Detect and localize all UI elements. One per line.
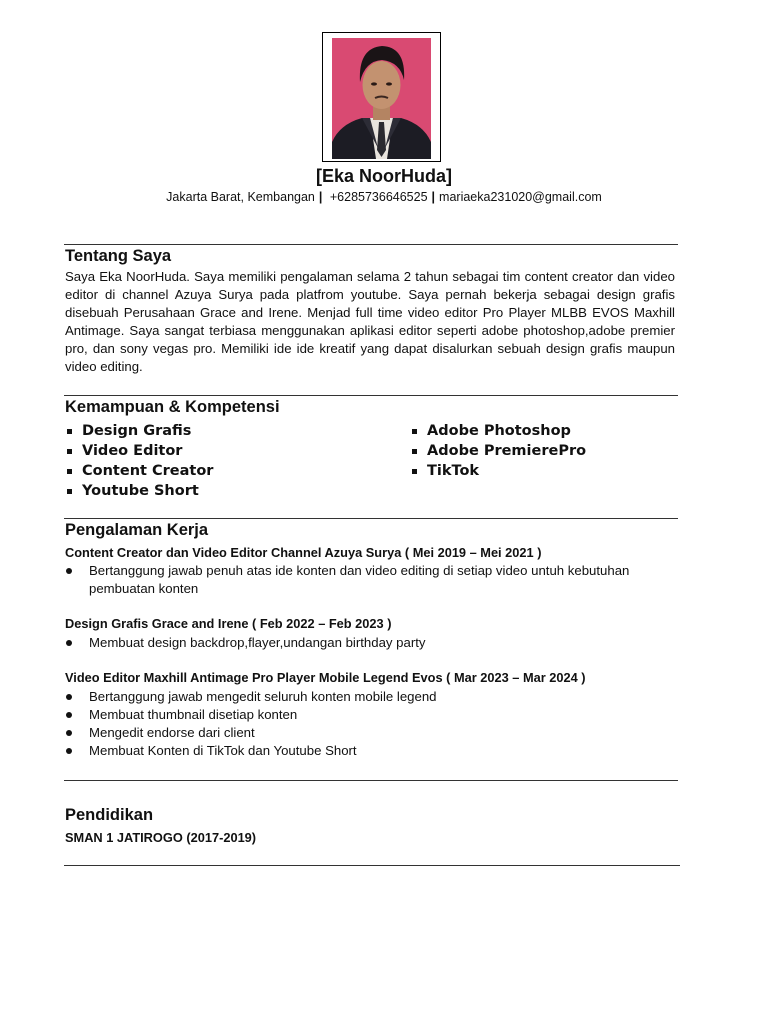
- about-section-title: Tentang Saya: [65, 247, 172, 265]
- square-bullet-icon: [67, 429, 72, 434]
- contact-phone: +6285736646525: [329, 190, 428, 204]
- skill-item: [410, 421, 586, 441]
- bullet-dot-icon: [66, 712, 72, 718]
- job-bullet: [65, 706, 677, 724]
- job-bullet-text: Bertanggung jawab penuh atas ide konten dan video editing di setiap video untuh kebutuhan pembuatan konten: [89, 563, 630, 596]
- section-divider: [64, 865, 680, 866]
- job-bullet-text: Mengedit endorse dari client: [89, 725, 255, 740]
- bullet-dot-icon: [66, 730, 72, 736]
- square-bullet-icon: [67, 469, 72, 474]
- profile-photo: [332, 38, 431, 159]
- candidate-name: [Eka NoorHuda]: [315, 166, 452, 186]
- profile-photo-frame: [322, 32, 441, 162]
- skill-label: Design Grafis: [82, 423, 192, 439]
- contact-line: [0, 190, 768, 204]
- job-bullet-text: Membuat thumbnail disetiap konten: [89, 707, 298, 722]
- education-school: SMAN 1 JATIROGO (2017-2019): [65, 830, 257, 845]
- skill-item: [410, 461, 586, 481]
- contact-separator: |: [431, 190, 436, 204]
- skills-list-right: [410, 421, 586, 481]
- skill-label: Content Creator: [82, 463, 214, 479]
- square-bullet-icon: [412, 449, 417, 454]
- job-bullet: [65, 562, 677, 598]
- section-divider: [64, 518, 678, 519]
- skill-item: [65, 481, 213, 501]
- job-bullet-list: [65, 634, 677, 652]
- bullet-dot-icon: [66, 748, 72, 754]
- job-bullet-text: Membuat design backdrop,flayer,undangan birthday party: [89, 635, 426, 650]
- skill-item: [65, 461, 213, 481]
- skill-label: Youtube Short: [82, 483, 199, 499]
- skill-item: [65, 421, 213, 441]
- experience-section-title: Pengalaman Kerja: [65, 521, 209, 539]
- skill-item: [410, 441, 586, 461]
- bullet-dot-icon: [66, 640, 72, 646]
- job-bullet: [65, 634, 677, 652]
- section-divider: [64, 244, 678, 245]
- contact-separator: |: [318, 190, 323, 204]
- square-bullet-icon: [412, 429, 417, 434]
- skill-item: [65, 441, 213, 461]
- job-bullet-list: [65, 562, 677, 598]
- skill-label: TikTok: [427, 463, 480, 479]
- skills-section-title: Kemampuan & Kompetensi: [65, 398, 280, 416]
- section-divider: [64, 395, 678, 396]
- job-bullet: [65, 688, 677, 706]
- job-bullet: [65, 724, 677, 742]
- section-divider: [64, 780, 678, 781]
- job-title: Video Editor Maxhill Antimage Pro Player Mobile Legend Evos ( Mar 2023 – Mar 2024 ): [65, 670, 586, 685]
- person-portrait-image: [332, 38, 431, 159]
- about-text: Saya Eka NoorHuda. Saya memiliki pengalaman selama 2 tahun sebagai tim content creator dan video editor di channel Azuya Surya pada platfrom youtube. Saya pernah bekerja sebagai design grafis disebuah Perusahaan Grace and Irene. Menjad full time video editor Pro Player MLBB EVOS Maxhill Antimage. Saya sangat terbiasa menggunakan aplikasi editor seperti adobe photoshop,adobe premier pro, dan sony vegas pro. Memiliki ide ide kreatif yang dapat disalurkan sebuah design grafis maupun video editing.: [65, 269, 675, 374]
- bullet-dot-icon: [66, 568, 72, 574]
- skill-label: Video Editor: [82, 443, 183, 459]
- contact-location: Jakarta Barat, Kembangan: [166, 190, 315, 204]
- square-bullet-icon: [67, 449, 72, 454]
- job-title: Content Creator dan Video Editor Channel Azuya Surya ( Mei 2019 – Mei 2021 ): [65, 545, 542, 560]
- skill-label: Adobe PremierePro: [427, 443, 587, 459]
- skills-list-left: [65, 421, 213, 501]
- square-bullet-icon: [67, 489, 72, 494]
- job-bullet: [65, 742, 677, 760]
- skill-label: Adobe Photoshop: [427, 423, 571, 439]
- bullet-dot-icon: [66, 694, 72, 700]
- square-bullet-icon: [412, 469, 417, 474]
- job-title: Design Grafis Grace and Irene ( Feb 2022 – Feb 2023 ): [65, 616, 392, 631]
- education-section-title: Pendidikan: [65, 806, 154, 824]
- contact-email: mariaeka231020@gmail.com: [439, 190, 602, 204]
- job-bullet-list: [65, 688, 677, 760]
- job-bullet-text: Bertanggung jawab mengedit seluruh konten mobile legend: [89, 689, 437, 704]
- job-bullet-text: Membuat Konten di TikTok dan Youtube Short: [89, 743, 357, 758]
